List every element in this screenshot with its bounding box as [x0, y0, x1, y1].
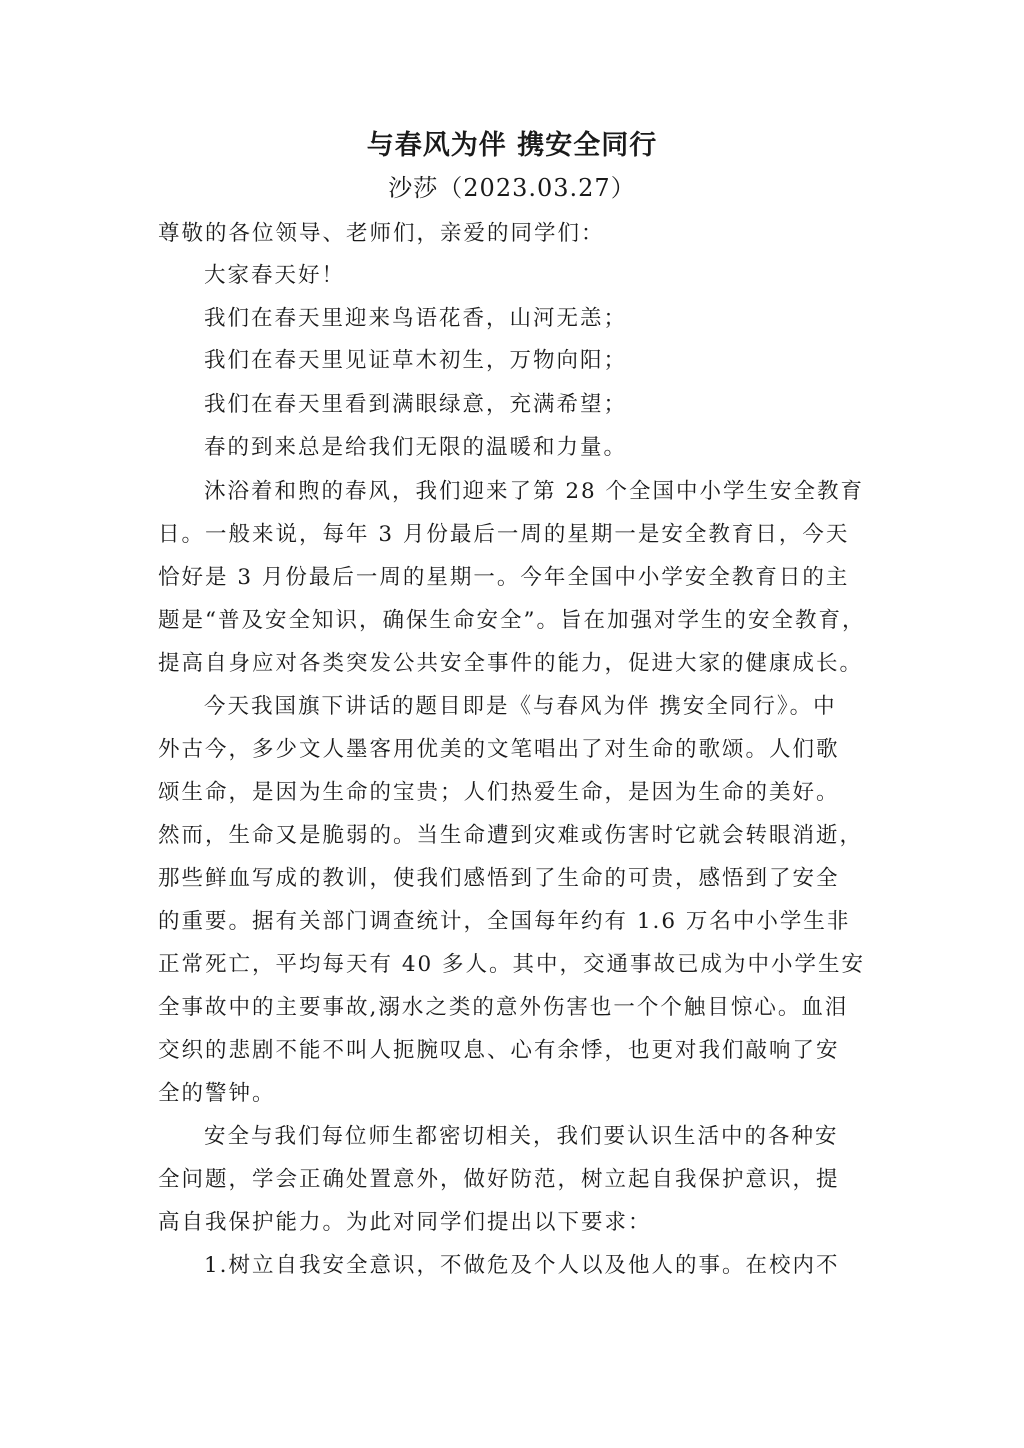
- paragraph-line: 高自我保护能力。为此对同学们提出以下要求：: [158, 1210, 652, 1235]
- paragraph-line: 今天我国旗下讲话的题目即是《与春风为伴 携安全同行》。中: [204, 694, 837, 719]
- paragraph-line: 我们在春天里迎来鸟语花香，山河无恙；: [204, 306, 628, 331]
- paragraph-line: 日。一般来说，每年 3 月份最后一周的星期一是安全教育日，今天: [158, 522, 850, 547]
- paragraph-line: 全的警钟。: [158, 1081, 276, 1106]
- paragraph-line: 我们在春天里见证草木初生，万物向阳；: [204, 348, 628, 373]
- document-title: 与春风为伴 携安全同行: [366, 130, 658, 161]
- paragraph-line: 交织的悲剧不能不叫人扼腕叹息、心有余悸，也更对我们敲响了安: [158, 1038, 840, 1063]
- paragraph-line: 全问题，学会正确处置意外，做好防范，树立起自我保护意识，提: [158, 1167, 840, 1192]
- paragraph-line: 全事故中的主要事故,溺水之类的意外伤害也一个个触目惊心。血泪: [158, 995, 849, 1020]
- paragraph-line: 的重要。据有关部门调查统计，全国每年约有 1.6 万名中小学生非: [158, 909, 851, 934]
- document-subtitle: 沙莎（2023.03.27）: [388, 174, 636, 202]
- paragraph-line: 沐浴着和煦的春风，我们迎来了第 28 个全国中小学生安全教育: [204, 479, 865, 504]
- list-item-line: 1.树立自我安全意识，不做危及个人以及他人的事。在校内不: [204, 1253, 840, 1278]
- paragraph-line: 我们在春天里看到满眼绿意，充满希望；: [204, 392, 628, 417]
- paragraph-line: 外古今，多少文人墨客用优美的文笔唱出了对生命的歌颂。人们歌: [158, 737, 840, 762]
- paragraph-line: 那些鲜血写成的教训，使我们感悟到了生命的可贵，感悟到了安全: [158, 866, 840, 891]
- paragraph-line: 然而，生命又是脆弱的。当生命遭到灾难或伤害时它就会转眼消逝，: [158, 823, 864, 848]
- paragraph-line: 提高自身应对各类突发公共安全事件的能力，促进大家的健康成长。: [158, 651, 864, 676]
- greeting-line: 大家春天好！: [204, 263, 346, 288]
- paragraph-line: 恰好是 3 月份最后一周的星期一。今年全国中小学安全教育日的主: [158, 565, 850, 590]
- paragraph-line: 正常死亡，平均每天有 40 多人。其中，交通事故已成为中小学生安: [158, 952, 866, 977]
- paragraph-line: 安全与我们每位师生都密切相关，我们要认识生活中的各种安: [204, 1124, 839, 1149]
- paragraph-line: 题是“普及安全知识，确保生命安全”。旨在加强对学生的安全教育，: [158, 608, 866, 633]
- paragraph-line: 颂生命，是因为生命的宝贵；人们热爱生命，是因为生命的美好。: [158, 780, 840, 805]
- paragraph-line: 春的到来总是给我们无限的温暖和力量。: [204, 435, 628, 460]
- salutation-line: 尊敬的各位领导、老师们，亲爱的同学们：: [158, 221, 605, 246]
